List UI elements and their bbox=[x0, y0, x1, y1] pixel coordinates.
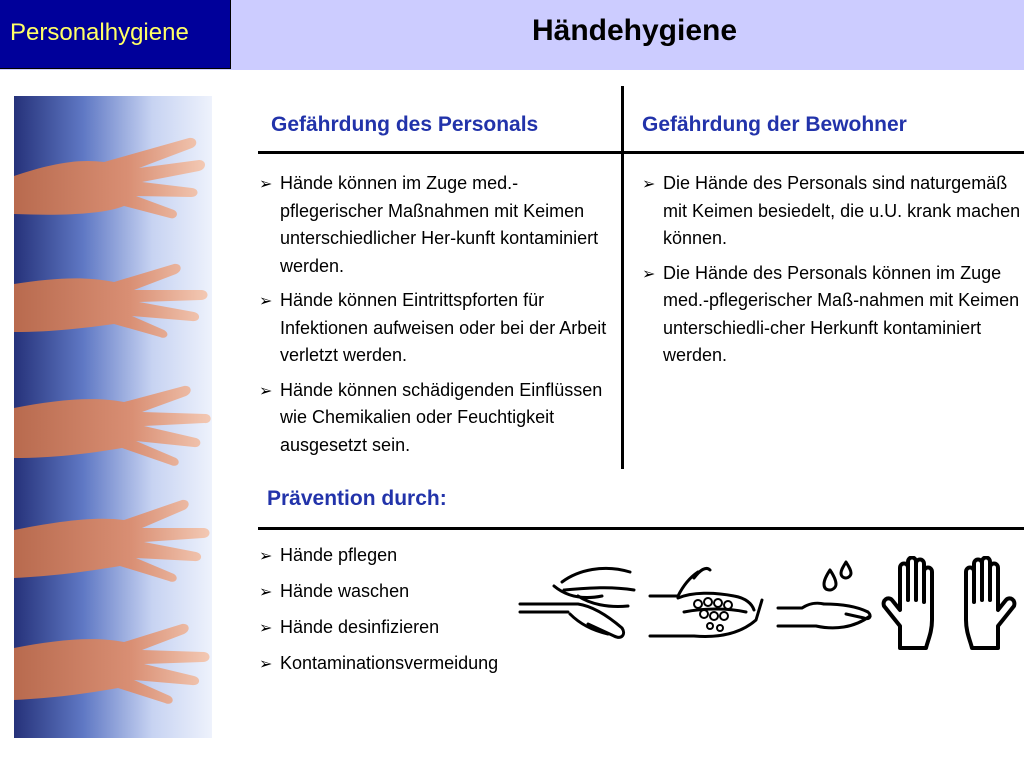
list-item: ➢ Die Hände des Personals sind naturgemäß mit Keimen besiedelt, die u.U. krank machen können. bbox=[642, 170, 1024, 253]
hands-photo bbox=[14, 96, 212, 738]
hand-care-icon bbox=[518, 556, 640, 646]
left-column-heading: Gefährdung des Personals bbox=[271, 113, 539, 136]
gloves-icon bbox=[880, 556, 1018, 656]
list-item: ➢ Kontaminationsvermeidung bbox=[259, 650, 559, 678]
section-tag bbox=[0, 0, 231, 69]
prevention-bullets bbox=[259, 542, 559, 686]
hand-disinfection-icon bbox=[776, 556, 874, 646]
list-item: ➢ Die Hände des Personals können im Zuge med.-pflegerischer Maß-nahmen mit Keimen unterschiedli-cher Herkunft kontaminiert werden. bbox=[642, 260, 1024, 370]
list-item: ➢ Hände können Eintrittspforten für Infektionen aufweisen oder bei der Arbeit verletzt werden. bbox=[259, 287, 611, 370]
column-header-divider bbox=[258, 151, 1024, 154]
list-item: ➢ Hände desinfizieren bbox=[259, 614, 559, 642]
right-column-bullets bbox=[642, 170, 1024, 377]
section-tag-label: Personalhygiene bbox=[10, 19, 189, 46]
right-column-heading: Gefährdung der Bewohner bbox=[642, 113, 907, 136]
prevention-heading: Prävention durch: bbox=[267, 487, 447, 510]
page-title: Händehygiene bbox=[531, 14, 738, 47]
list-item: ➢ Hände können schädigenden Einflüssen wie Chemikalien oder Feuchtigkeit ausgesetzt sein. bbox=[259, 377, 611, 460]
header-bar bbox=[0, 0, 1024, 70]
column-divider bbox=[621, 86, 624, 469]
left-column-bullets bbox=[259, 170, 611, 466]
hand-washing-icon bbox=[648, 556, 766, 646]
prevention-divider bbox=[258, 527, 1024, 530]
list-item: ➢ Hände waschen bbox=[259, 578, 559, 606]
list-item: ➢ Hände können im Zuge med.-pflegerischer Maßnahmen mit Keimen unterschiedlicher Her-kunft kontaminiert werden. bbox=[259, 170, 611, 280]
list-item: ➢ Hände pflegen bbox=[259, 542, 559, 570]
